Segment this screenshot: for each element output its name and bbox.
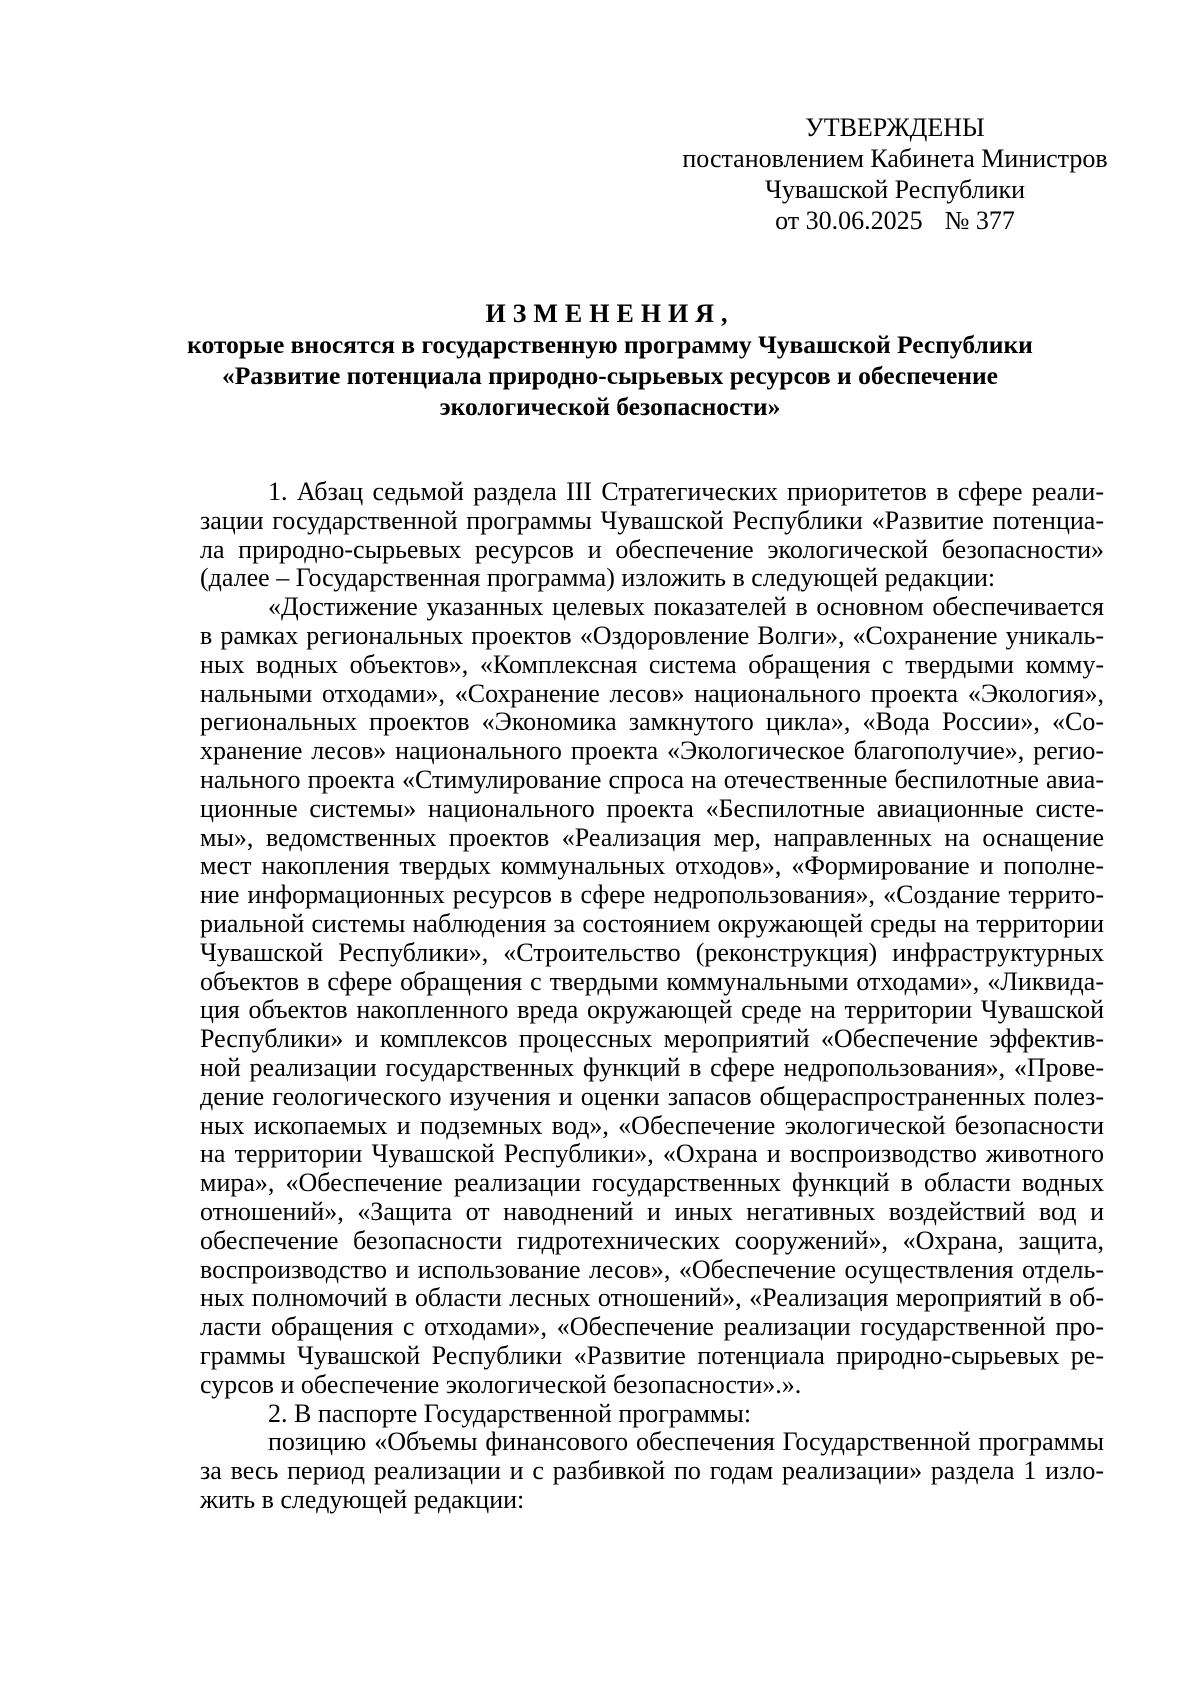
text-line: в рамках региональных проектов «Оздоровление Волги», «Сохранение уникаль-	[200, 620, 1104, 650]
text-line: на территории Чувашской Республики», «Охрана и воспроизводство животного	[200, 1139, 1104, 1169]
document-title: ИЗМЕНЕНИЯ,	[485, 299, 735, 328]
text-line: граммы Чувашской Республики «Развитие потенциала природно-сырьевых ре-	[200, 1340, 1104, 1370]
paragraph-1	[200, 478, 1104, 593]
text-line: ние информационных ресурсов в сфере недропользования», «Создание террито-	[200, 880, 1104, 910]
heading-line-1: которые вносятся в государственную программу Чувашской Республики	[187, 330, 1033, 359]
approval-number: № 377	[944, 206, 1015, 235]
heading-line-2: «Развитие потенциала природно-сырьевых ресурсов и обеспечение	[221, 361, 998, 390]
approval-date-line	[660, 205, 1130, 236]
text-line: обеспечение безопасности гидротехнических сооружений», «Охрана, защита,	[200, 1225, 1104, 1255]
text-line: риальной системы наблюдения за состоянием окружающей среды на территории	[200, 908, 1104, 938]
paragraph-2	[200, 593, 1104, 1399]
text-line: объектов в сфере обращения с твердыми коммунальными отходами», «Ликвида-	[200, 966, 1104, 996]
text-line: ных полномочий в области лесных отношений», «Реализация мероприятий в об-	[200, 1283, 1104, 1313]
text-line: мира», «Обеспечение реализации государственных функций в области водных	[200, 1168, 1104, 1198]
text-line: ция объектов накопленного вреда окружающей среде на территории Чувашской	[200, 995, 1104, 1025]
approval-status: УТВЕРЖДЕНЫ	[805, 113, 985, 142]
text-line: Чувашской Республики», «Строительство (реконструкция) инфраструктурных	[200, 937, 1104, 967]
text-line: жить в следующей редакции:	[200, 1484, 525, 1514]
text-line: мест накопления твердых коммунальных отходов», «Формирование и пополне-	[200, 851, 1104, 881]
text-line: дение геологического изучения и оценки запасов общераспространенных полез-	[200, 1081, 1104, 1111]
text-line: отношений», «Защита от наводнений и иных негативных воздействий вод и	[200, 1196, 1104, 1226]
text-line: ных водных объектов», «Комплексная система обращения с твердыми комму-	[200, 649, 1104, 679]
text-line: за весь период реализации и с разбивкой по годам реализации» раздела 1 изло-	[200, 1456, 1104, 1486]
text-line: ласти обращения с отходами», «Обеспечение реализации государственной про-	[200, 1312, 1104, 1342]
text-line: региональных проектов «Экономика замкнутого цикла», «Вода России», «Со-	[200, 707, 1104, 737]
document-heading	[140, 298, 1080, 422]
text-line: воспроизводство и использование лесов», «Обеспечение осуществления отдель-	[200, 1254, 1104, 1284]
text-line: ной реализации государственных функций в сфере недропользования», «Прове-	[200, 1052, 1104, 1082]
text-line: Республики» и комплексов процессных мероприятий «Обеспечение эффектив-	[200, 1024, 1104, 1054]
text-line: «Достижение указанных целевых показателей в основном обеспечивается	[268, 592, 1104, 622]
text-line: позицию «Объемы финансового обеспечения Государственной программы	[268, 1427, 1104, 1457]
document-body	[200, 478, 1104, 1515]
text-line: ционные системы» национального проекта «Беспилотные авиационные систе-	[200, 793, 1104, 823]
text-line: сурсов и обеспечение экологической безопасности».».	[200, 1369, 802, 1399]
text-line: зации государственной программы Чувашской Республики «Развитие потенциа-	[200, 505, 1104, 535]
text-line: 2. В паспорте Государственной программы:	[268, 1398, 752, 1428]
text-line: ных ископаемых и подземных вод», «Обеспечение экологической безопасности	[200, 1110, 1104, 1140]
text-line: (далее – Государственная программа) изложить в следующей редакции:	[200, 563, 996, 593]
heading-line-3: экологической безопасности»	[439, 392, 781, 421]
approval-issuer-line-2: Чувашской Республики	[764, 175, 1026, 204]
text-line: хранение лесов» национального проекта «Экологическое благополучие», регио-	[200, 736, 1104, 766]
text-line: нальными отходами», «Сохранение лесов» национального проекта «Экология»,	[200, 678, 1104, 708]
text-line: нального проекта «Стимулирование спроса на отечественные беспилотные авиа-	[200, 764, 1104, 794]
approval-block	[660, 112, 1130, 236]
text-line: мы», ведомственных проектов «Реализация мер, направленных на оснащение	[200, 822, 1104, 852]
text-line: 1. Абзац седьмой раздела III Стратегических приоритетов в сфере реали-	[268, 477, 1104, 506]
approval-issuer-line-1: постановлением Кабинета Министров	[682, 144, 1108, 173]
paragraph-3	[200, 1400, 1104, 1429]
text-line: ла природно-сырьевых ресурсов и обеспечение экологической безопасности»	[200, 534, 1104, 564]
approval-date: от 30.06.2025	[775, 206, 923, 235]
paragraph-4	[200, 1428, 1104, 1514]
